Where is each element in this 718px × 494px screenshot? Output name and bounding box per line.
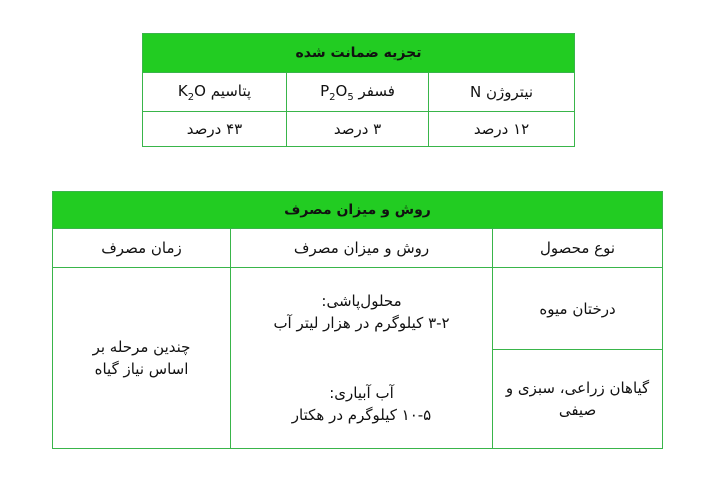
method-cell	[231, 268, 493, 449]
nitrogen-header	[429, 73, 575, 112]
phosphorus-header	[287, 73, 429, 112]
nitrogen-formula: N	[470, 83, 482, 101]
potassium-value: ۴۳ درصد	[143, 112, 287, 147]
table2-title: روش و میزان مصرف	[53, 192, 663, 229]
method-header: روش و میزان مصرف	[231, 229, 493, 268]
product-type-header: نوع محصول	[493, 229, 663, 268]
potassium-header	[143, 73, 287, 112]
irrigation-name: آب آبیاری:	[329, 384, 394, 402]
timing-cell: چندین مرحله بر اساس نیاز گیاه	[53, 268, 231, 449]
product-type-fruit-trees: درختان میوه	[493, 268, 663, 350]
foliar-spray-name: محلول‌پاشی:	[321, 292, 402, 310]
nitrogen-value: ۱۲ درصد	[429, 112, 575, 147]
nitrogen-label: نیتروژن	[486, 83, 534, 101]
phosphorus-value: ۳ درصد	[287, 112, 429, 147]
product-type-field-crops: گیاهان زراعی، سبزی و صیفی	[493, 350, 663, 449]
potassium-formula: $K_2O$	[177, 81, 206, 103]
phosphorus-label: فسفر	[358, 81, 395, 100]
usage-method-table	[52, 191, 663, 449]
irrigation-method	[237, 382, 486, 426]
foliar-spray-dose: ۳-۲ کیلوگرم در هزار لیتر آب	[273, 314, 450, 332]
timing-header: زمان مصرف	[53, 229, 231, 268]
guaranteed-analysis-table	[142, 33, 575, 147]
table1-title: تجزیه ضمانت شده	[143, 34, 575, 73]
potassium-label: پتاسیم	[210, 81, 252, 100]
irrigation-dose: ۱۰-۵ کیلوگرم در هکتار	[291, 406, 432, 424]
phosphorus-formula: $P_2O_5$	[320, 81, 354, 103]
foliar-spray-method	[237, 290, 486, 334]
